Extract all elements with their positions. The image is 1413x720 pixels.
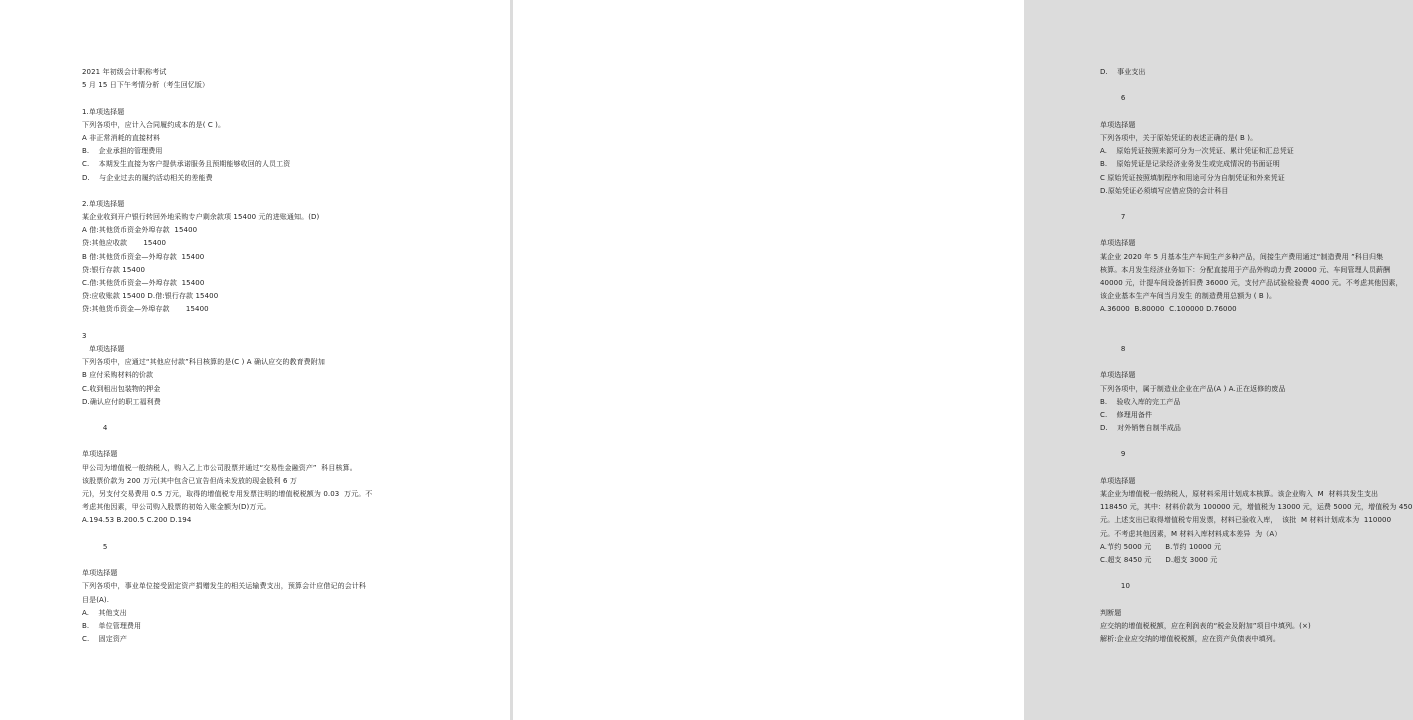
- text-line: 贷:应收账款 15400 D.借:银行存款 15400: [82, 292, 219, 301]
- text-line: 单项选择题: [1100, 476, 1136, 485]
- text-line: 118450 元，其中：材料价款为 100000 元，增值税为 13000 元，运费 5000 元，增值税为 450: [1100, 503, 1413, 512]
- text-line: [82, 409, 372, 422]
- right-page-text: [1100, 66, 1413, 646]
- text-line: 贷:其他货币资金—外埠存款 15400: [82, 305, 209, 314]
- text-line: 3: [82, 331, 87, 340]
- text-line: [1100, 356, 1413, 369]
- text-line: [82, 185, 372, 198]
- text-line: 1.单项选择题: [82, 107, 125, 116]
- text-line: [1100, 317, 1413, 330]
- text-line: A.194.53 B.200.5 C.200 D.194: [82, 516, 192, 525]
- text-line: A 借:其他货币资金外埠存款 15400: [82, 226, 198, 235]
- text-line: A.节约 5000 元 B.节约 10000 元: [1100, 542, 1222, 551]
- text-line: [1100, 198, 1413, 211]
- text-line: [82, 92, 372, 105]
- text-line: 下列各项中，事业单位接受固定资产捐赠发生的相关运输费支出，预算会计应借记的会计科: [82, 582, 366, 591]
- text-line: A.36000 B.80000 C.100000 D.76000: [1100, 305, 1237, 314]
- text-line: 6: [1100, 94, 1126, 103]
- text-line: [1100, 224, 1413, 237]
- text-line: 目是(A).: [82, 595, 110, 604]
- text-line: 元)，另支付交易费用 0.5 万元，取得的增值税专用发票注明的增值税税额为 0.03 万元。不: [82, 490, 373, 498]
- text-line: C. 修理用备件: [1100, 410, 1153, 419]
- text-line: 解析:企业应交纳的增值税税额，应在资产负债表中填列。: [1100, 635, 1280, 644]
- text-line: 9: [1100, 450, 1126, 459]
- left-page-text: [82, 66, 372, 646]
- document-page-left: [0, 0, 510, 720]
- text-line: D. 对外销售自制半成品: [1100, 424, 1182, 433]
- text-line: 元。不考虑其他因素，M 材料入库材料成本差异 为（A）: [1100, 529, 1282, 538]
- text-line: 5: [82, 542, 108, 551]
- text-line: [1100, 594, 1413, 607]
- text-line: [1100, 462, 1413, 475]
- text-line: 下列各项中，应通过“其他应付款”科目核算的是(C ) A 确认应交的教育费附加: [82, 358, 325, 367]
- text-line: 单项选择题: [82, 569, 118, 578]
- text-line: D.确认应付的职工福利费: [82, 397, 161, 406]
- text-line: [82, 554, 372, 567]
- text-line: 8: [1100, 344, 1126, 353]
- text-line: B. 单位管理费用: [82, 621, 142, 630]
- text-line: [1100, 435, 1413, 448]
- text-line: 下列各项中，应计入合同履约成本的是( C )。: [82, 120, 226, 129]
- text-line: 某企业 2020 年 5 月基本生产车间生产多种产品，间接生产费用通过“制造费用 ”科目归集: [1100, 252, 1384, 261]
- text-line: 单项选择题: [82, 344, 125, 353]
- text-line: D.原始凭证必须填写应借应贷的会计科目: [1100, 186, 1229, 195]
- text-line: 元。上述支出已取得增值税专用发票，材料已验收入库， 该批 M 材料计划成本为 110000: [1100, 516, 1392, 525]
- text-line: 判断题: [1100, 608, 1122, 617]
- text-line: 应交纳的增值税税额，应在利润表的“税金及附加”项目中填列。(×): [1100, 621, 1311, 630]
- text-line: [82, 435, 372, 448]
- document-page-right: [513, 0, 1413, 720]
- text-line: 2021 年初级会计职称考试: [82, 68, 167, 76]
- text-line: 下列各项中，属于制造业企业在产品(A ) A.正在返修的废品: [1100, 384, 1286, 393]
- text-line: 该股票价款为 200 万元(其中包含已宣告但尚未发放的现金股利 6 万: [82, 476, 297, 485]
- text-line: A 非正常消耗的直接材料: [82, 133, 161, 142]
- text-line: C 原始凭证按照填制程序和用途可分为自制凭证和外来凭证: [1100, 173, 1285, 182]
- text-line: 某企业为增值税一般纳税人，原材料采用计划成本核算。该企业购入 M 材料共发生支出: [1100, 490, 1379, 498]
- text-line: 该企业基本生产车间当月发生 的制造费用总额为 ( B )。: [1100, 292, 1277, 301]
- text-line: 考虑其他因素，甲公司购入股票的初始入账金额为(D)万元。: [82, 503, 271, 512]
- text-line: 2.单项选择题: [82, 199, 125, 208]
- text-line: C.借:其他货币资金—外埠存款 15400: [82, 279, 205, 287]
- text-line: 某企业收到开户银行转回外地采购专户剩余款项 15400 元的进账通知。(D): [82, 213, 320, 222]
- text-line: 单项选择题: [1100, 120, 1136, 129]
- text-line: 40000 元，计提车间设备折旧费 36000 元，支付产品试验检验费 4000 元。不考虑其他因素，: [1100, 279, 1403, 287]
- text-line: 单项选择题: [82, 450, 118, 459]
- text-line: C.超支 8450 元 D.超支 3000 元: [1100, 555, 1218, 564]
- text-line: [1100, 567, 1413, 580]
- text-line: 5 月 15 日下午考情分析（考生回忆版）: [82, 81, 210, 90]
- text-line: A. 原始凭证按照来源可分为一次凭证、累计凭证和汇总凭证: [1100, 147, 1294, 156]
- text-line: C. 固定资产: [82, 635, 128, 644]
- text-line: D. 事业支出: [1100, 68, 1146, 76]
- text-line: 单项选择题: [1100, 239, 1136, 248]
- text-line: [1100, 330, 1413, 343]
- text-line: B. 原始凭证是记录经济业务发生或完成情况的书面证明: [1100, 160, 1280, 169]
- text-line: 贷:银行存款 15400: [82, 265, 146, 274]
- text-line: 单项选择题: [1100, 371, 1136, 380]
- text-line: B 应付采购材料的价款: [82, 371, 154, 380]
- text-line: 7: [1100, 213, 1126, 222]
- text-line: 贷:其他应收款 15400: [82, 239, 167, 248]
- text-line: [1100, 79, 1413, 92]
- text-line: 4: [82, 424, 108, 433]
- text-line: D. 与企业过去的履约活动相关的差能费: [82, 173, 213, 182]
- text-line: 甲公司为增值税一般纳税人，购入乙上市公司股票并通过“交易性金融资产” 科目核算。: [82, 463, 357, 472]
- text-line: B. 企业承担的管理费用: [82, 147, 163, 156]
- text-line: 核算。本月发生经济业务如下：分配直接用于产品外购动力费 20000 元、车间管理人员薪酬: [1100, 265, 1391, 274]
- text-line: C. 本期发生直接为客户提供承诺服务且预期能够收回的人员工资: [82, 160, 291, 169]
- text-line: 下列各项中，关于原始凭证的表述正确的是( B )。: [1100, 133, 1258, 142]
- text-line: 10: [1100, 582, 1131, 591]
- text-line: [82, 317, 372, 330]
- text-line: B 借:其他货币资金—外埠存款 15400: [82, 252, 205, 261]
- text-line: [1100, 106, 1413, 119]
- text-line: B. 验收入库的完工产品: [1100, 397, 1181, 406]
- text-line: A. 其他支出: [82, 608, 127, 617]
- text-line: C.收到租出包装物的押金: [82, 384, 161, 393]
- text-line: [82, 528, 372, 541]
